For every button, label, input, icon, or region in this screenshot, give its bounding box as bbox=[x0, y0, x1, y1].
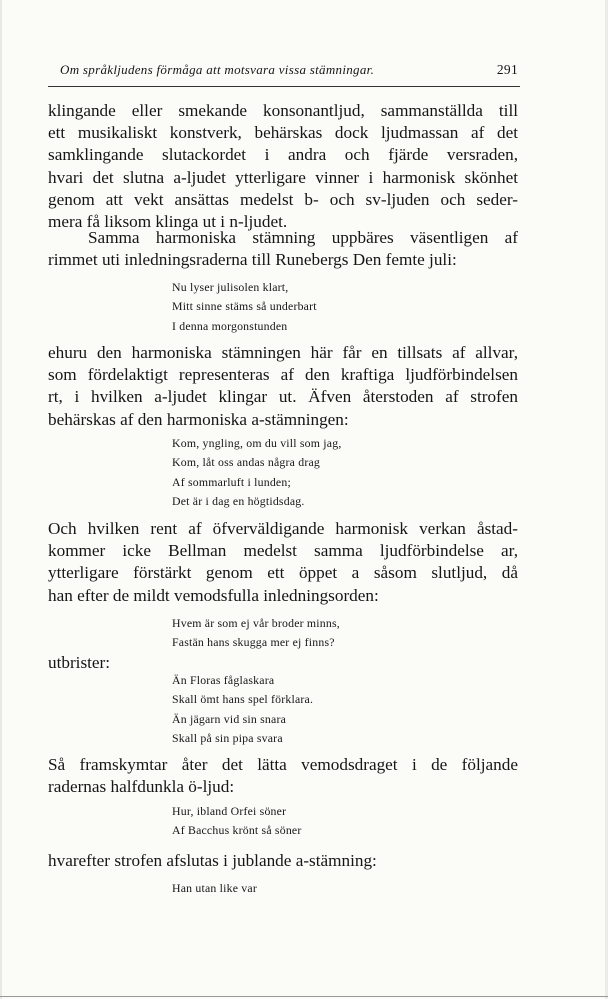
verse-line: Det är i dag en högtidsdag. bbox=[172, 493, 305, 508]
verse-line: Nu lyser julisolen klart, bbox=[172, 280, 289, 294]
verse-4 bbox=[172, 671, 313, 748]
header-rule bbox=[48, 86, 520, 87]
text-line: radernas halfdunkla ö-ljud: bbox=[48, 777, 235, 797]
paragraph-1 bbox=[48, 100, 518, 233]
verse-line: Mitt sinne stäms så underbart bbox=[172, 299, 317, 314]
verse-line: Af sommarluft i lunden; bbox=[172, 474, 291, 489]
verse-line: Hvem är som ej vår broder minns, bbox=[172, 616, 340, 630]
page-number: 291 bbox=[496, 62, 518, 77]
verse-line: Kom, yngling, om du vill som jag, bbox=[172, 436, 342, 450]
page-bottom-edge bbox=[0, 996, 608, 997]
text-line: ehuru den harmoniska stämningen här får en tillsats af allvar, bbox=[48, 343, 518, 362]
running-title: Om språkljudens förmåga att motsvara vissa stämningar. bbox=[60, 62, 375, 77]
verse-6 bbox=[172, 879, 257, 898]
verse-line: Af Bacchus krönt så söner bbox=[172, 823, 302, 838]
text-line: genom att vekt ansättas medelst b- och sv-ljuden och seder- bbox=[48, 189, 518, 209]
text-line: kommer icke Bellman medelst samma ljudförbindelse ar, bbox=[48, 541, 518, 561]
text-line: ytterligare förstärkt genom ett öppet a såsom slutljud, då bbox=[48, 563, 518, 583]
text-line: samklingande slutackordet i andra och fjärde versraden, bbox=[48, 145, 518, 165]
text-line: Så framskymtar åter det lätta vemodsdraget i de följande bbox=[48, 755, 518, 774]
paragraph-6 bbox=[48, 754, 518, 798]
verse-line: Än Floras fåglaskara bbox=[172, 673, 275, 687]
verse-line: Hur, ibland Orfei söner bbox=[172, 804, 287, 818]
paragraph-5: utbrister: bbox=[48, 653, 111, 672]
text-line: han efter de mildt vemodsfulla inledningsorden: bbox=[48, 585, 379, 605]
verse-3 bbox=[172, 614, 340, 653]
paragraph-2 bbox=[48, 227, 518, 271]
text-line: ett musikaliskt konstverk, behärskas dock ljudmassan af det bbox=[48, 123, 518, 143]
text-line: rimmet uti inledningsraderna till Runebergs Den femte juli: bbox=[48, 250, 457, 270]
verse-line: Skall ömt hans spel förklara. bbox=[172, 692, 314, 707]
verse-line: I denna morgonstunden bbox=[172, 318, 288, 333]
paragraph-4 bbox=[48, 518, 518, 607]
text-line: mera få liksom klinga ut i n-ljudet. bbox=[48, 212, 288, 232]
text-line: hvari det slutna a-ljudet ytterligare vinner i harmonisk skönhet bbox=[48, 167, 518, 187]
verse-2 bbox=[172, 434, 341, 511]
paragraph-7: hvarefter strofen afslutas i jublande a-stämning: bbox=[48, 851, 377, 870]
text-line: som fördelaktigt representeras af den kraftiga ljudförbindelsen bbox=[48, 365, 518, 385]
text-line: Samma harmoniska stämning uppbäres väsentligen af bbox=[88, 228, 518, 247]
verse-line: Han utan like var bbox=[172, 881, 257, 895]
verse-line: Fastän hans skugga mer ej finns? bbox=[172, 635, 335, 650]
text-line: behärskas af den harmoniska a-stämningen: bbox=[48, 409, 349, 429]
page-edge-left bbox=[0, 0, 2, 999]
text-line: Och hvilken rent af öfverväldigande harmonisk verkan åstad- bbox=[48, 519, 518, 538]
verse-line: Kom, låt oss andas några drag bbox=[172, 455, 320, 470]
text-line: rt, i hvilken a-ljudet klingar ut. Äfven återstoden af strofen bbox=[48, 387, 518, 407]
text-line: klingande eller smekande konsonantljud, sammanställda till bbox=[48, 101, 518, 120]
verse-5 bbox=[172, 802, 302, 841]
verse-1 bbox=[172, 278, 317, 336]
verse-line: Skall på sin pipa svara bbox=[172, 730, 283, 745]
paragraph-3 bbox=[48, 342, 518, 431]
verse-line: Än jägarn vid sin snara bbox=[172, 711, 287, 726]
